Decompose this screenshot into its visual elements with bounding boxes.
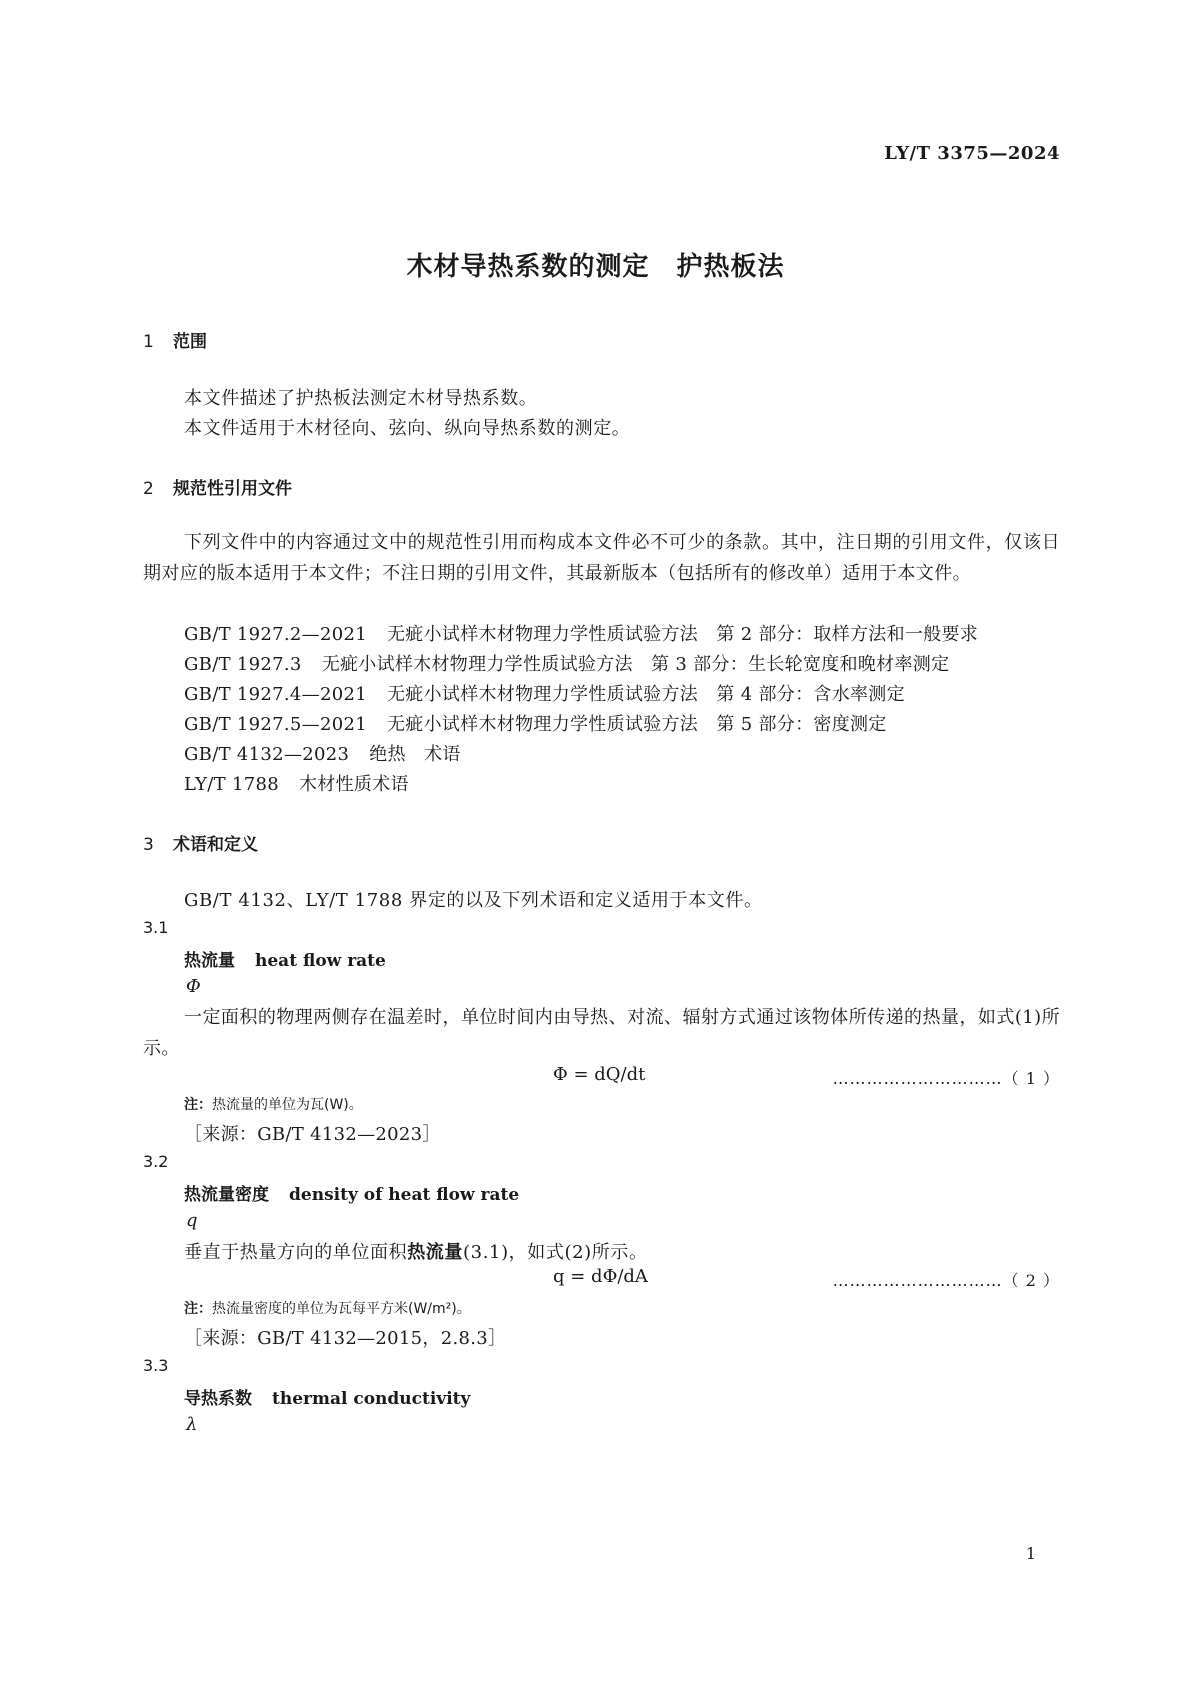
clause-number: 3.2 — [143, 1152, 169, 1171]
paragraph: 本文件描述了护热板法测定木材导热系数。 — [184, 388, 538, 409]
section-title: 范围 — [173, 332, 207, 352]
section-title: 规范性引用文件 — [173, 479, 292, 499]
section-number: 1 — [143, 332, 154, 352]
reference-item — [184, 770, 409, 796]
section-3-heading — [143, 830, 258, 855]
reference-code: GB/T 1927.3 — [184, 654, 302, 675]
paragraph: GB/T 4132、LY/T 1788 界定的以及下列术语和定义适用于本文件。 — [184, 890, 763, 911]
note-label: 注： — [184, 1301, 212, 1317]
term-en: density of heat flow rate — [289, 1185, 520, 1205]
reference-code: LY/T 1788 — [184, 774, 279, 795]
standard-code: LY/T 3375—2024 — [884, 143, 1060, 164]
reference-item — [184, 650, 949, 676]
note — [184, 1298, 471, 1318]
section-2-heading — [143, 474, 292, 499]
clause-number: 3.1 — [143, 918, 169, 937]
note-text: 热流量的单位为瓦(W)。 — [212, 1097, 363, 1113]
term-zh: 热流量密度 — [184, 1185, 269, 1205]
reference-item — [184, 710, 887, 736]
document-title: 木材导热系数的测定 护热板法 — [406, 252, 785, 282]
source-citation: ［来源：GB/T 4132—2023］ — [184, 1124, 441, 1145]
reference-title: 木材性质术语 — [299, 774, 409, 795]
reference-code: GB/T 1927.5—2021 — [184, 714, 367, 735]
note-label: 注： — [184, 1097, 212, 1113]
term-heading — [184, 1384, 470, 1409]
reference-code: GB/T 1927.2—2021 — [184, 624, 367, 645]
equation-number: …………………………（ 2 ） — [832, 1271, 1060, 1290]
note-text: 热流量密度的单位为瓦每平方米(W/m²)。 — [212, 1301, 471, 1317]
term-definition: 垂直于热量方向的单位面积热流量(3.1)，如式(2)所示。 — [184, 1242, 648, 1263]
term-definition: 一定面积的物理两侧存在温差时，单位时间内由导热、对流、辐射方式通过该物体所传递的热量，如式(1)所示。 — [143, 1007, 1060, 1059]
paragraph: 本文件适用于木材径向、弦向、纵向导热系数的测定。 — [184, 418, 631, 439]
note — [184, 1094, 363, 1114]
reference-item — [184, 620, 978, 646]
term-reference: 热流量 — [407, 1242, 464, 1263]
reference-title: 无疵小试样木材物理力学性质试验方法 第 5 部分：密度测定 — [387, 714, 887, 735]
reference-item — [184, 740, 461, 766]
reference-title: 无疵小试样木材物理力学性质试验方法 第 2 部分：取样方法和一般要求 — [387, 624, 979, 645]
reference-code: GB/T 4132—2023 — [184, 744, 350, 765]
reference-item — [184, 680, 905, 706]
reference-code: GB/T 1927.4—2021 — [184, 684, 367, 705]
section-1-heading — [143, 327, 207, 352]
reference-title: 无疵小试样木材物理力学性质试验方法 第 3 部分：生长轮宽度和晚材率测定 — [321, 654, 950, 675]
term-symbol: λ — [186, 1414, 198, 1435]
reference-title: 绝热 术语 — [369, 744, 461, 765]
term-symbol: Φ — [186, 976, 201, 997]
term-zh: 导热系数 — [184, 1389, 252, 1409]
section-number: 2 — [143, 479, 154, 499]
page-number: 1 — [1025, 1544, 1036, 1563]
clause-number: 3.3 — [143, 1356, 169, 1375]
equation-number: …………………………（ 1 ） — [832, 1069, 1060, 1088]
source-citation: ［来源：GB/T 4132—2015，2.8.3］ — [184, 1328, 507, 1349]
term-zh: 热流量 — [184, 951, 235, 971]
reference-title: 无疵小试样木材物理力学性质试验方法 第 4 部分：含水率测定 — [387, 684, 905, 705]
term-heading — [184, 946, 386, 971]
formula-1: Φ = dQ/dt — [553, 1064, 646, 1085]
term-heading — [184, 1180, 519, 1205]
section-title: 术语和定义 — [173, 835, 258, 855]
term-symbol: q — [186, 1210, 198, 1231]
normative-intro-paragraph: 下列文件中的内容通过文中的规范性引用而构成本文件必不可少的条款。其中，注日期的引用文件，仅该日期对应的版本适用于本文件；不注日期的引用文件，其最新版本（包括所有的修改单）适用于本文件。 — [143, 532, 1060, 584]
term-en: thermal conductivity — [272, 1389, 471, 1409]
term-en: heat flow rate — [255, 951, 386, 971]
section-number: 3 — [143, 835, 154, 855]
formula-2: q = dΦ/dA — [553, 1266, 648, 1287]
